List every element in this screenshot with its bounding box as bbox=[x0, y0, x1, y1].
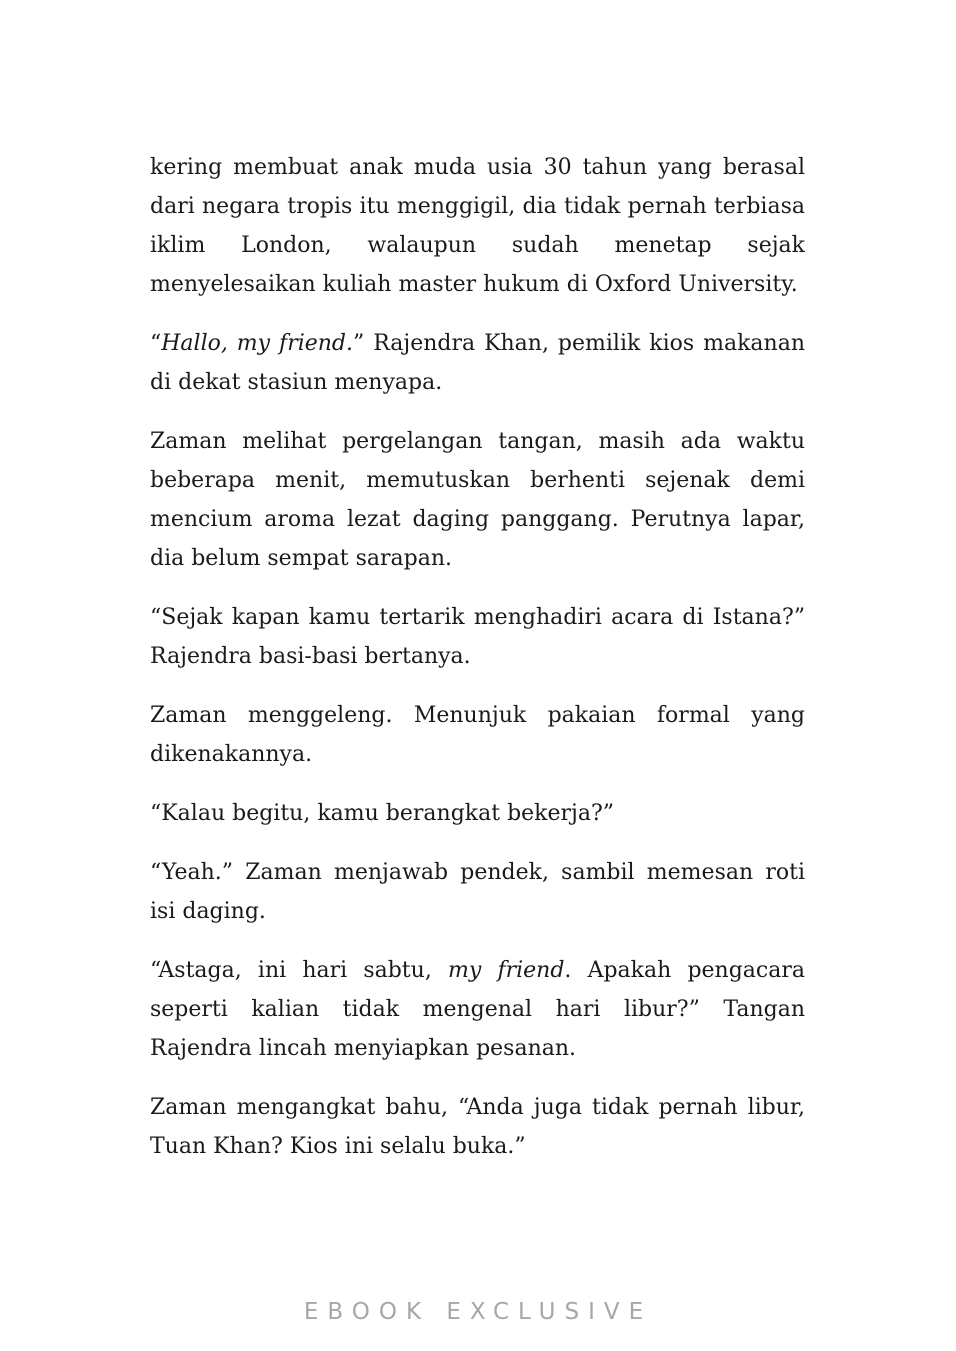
paragraph-text: kering membuat anak muda usia 30 tahun yang berasal dari negara tropis itu menggigil, dia tidak pernah terbiasa iklim London, walaupun sudah menetap sejak menyelesaikan kuliah master hukum di Oxford University. bbox=[150, 155, 805, 297]
page-body bbox=[150, 148, 805, 1186]
paragraph-text: “Sejak kapan kamu tertarik menghadiri acara di Istana?” Rajendra basi-basi bertanya. bbox=[150, 605, 805, 669]
paragraph bbox=[150, 324, 805, 402]
paragraph bbox=[150, 853, 805, 931]
paragraph-text: Zaman mengangkat bahu, “Anda juga tidak pernah libur, Tuan Khan? Kios ini selalu buka.” bbox=[150, 1095, 805, 1159]
paragraph-text: “Yeah.” Zaman menjawab pendek, sambil memesan roti isi daging. bbox=[150, 860, 805, 924]
paragraph-text: ” Rajendra Khan, pemilik kios makanan di dekat stasiun menyapa. bbox=[150, 331, 805, 395]
paragraph bbox=[150, 794, 805, 833]
paragraph bbox=[150, 696, 805, 774]
paragraph-text: Zaman melihat pergelangan tangan, masih ada waktu beberapa menit, memutuskan berhenti sejenak demi mencium aroma lezat daging panggang. Perutnya lapar, dia belum sempat sarapan. bbox=[150, 429, 805, 571]
paragraph bbox=[150, 148, 805, 304]
footer-watermark: EBOOK EXCLUSIVE bbox=[303, 1299, 653, 1325]
paragraph bbox=[150, 951, 805, 1068]
paragraph bbox=[150, 422, 805, 578]
paragraph-text: Zaman menggeleng. Menunjuk pakaian formal yang dikenakannya. bbox=[150, 703, 805, 767]
paragraph-text: “ bbox=[150, 331, 162, 356]
paragraph-text-italic: my friend bbox=[447, 958, 565, 983]
paragraph bbox=[150, 1088, 805, 1166]
paragraph-text: “Kalau begitu, kamu berangkat bekerja?” bbox=[150, 801, 615, 826]
paragraph-text: . Apakah pengacara seperti kalian tidak mengenal hari libur?” Tangan Rajendra lincah menyiapkan pesanan. bbox=[150, 958, 805, 1061]
paragraph bbox=[150, 598, 805, 676]
paragraph-text: “Astaga, ini hari sabtu, bbox=[150, 958, 448, 983]
paragraph-text-italic: Hallo, my friend. bbox=[161, 331, 354, 356]
